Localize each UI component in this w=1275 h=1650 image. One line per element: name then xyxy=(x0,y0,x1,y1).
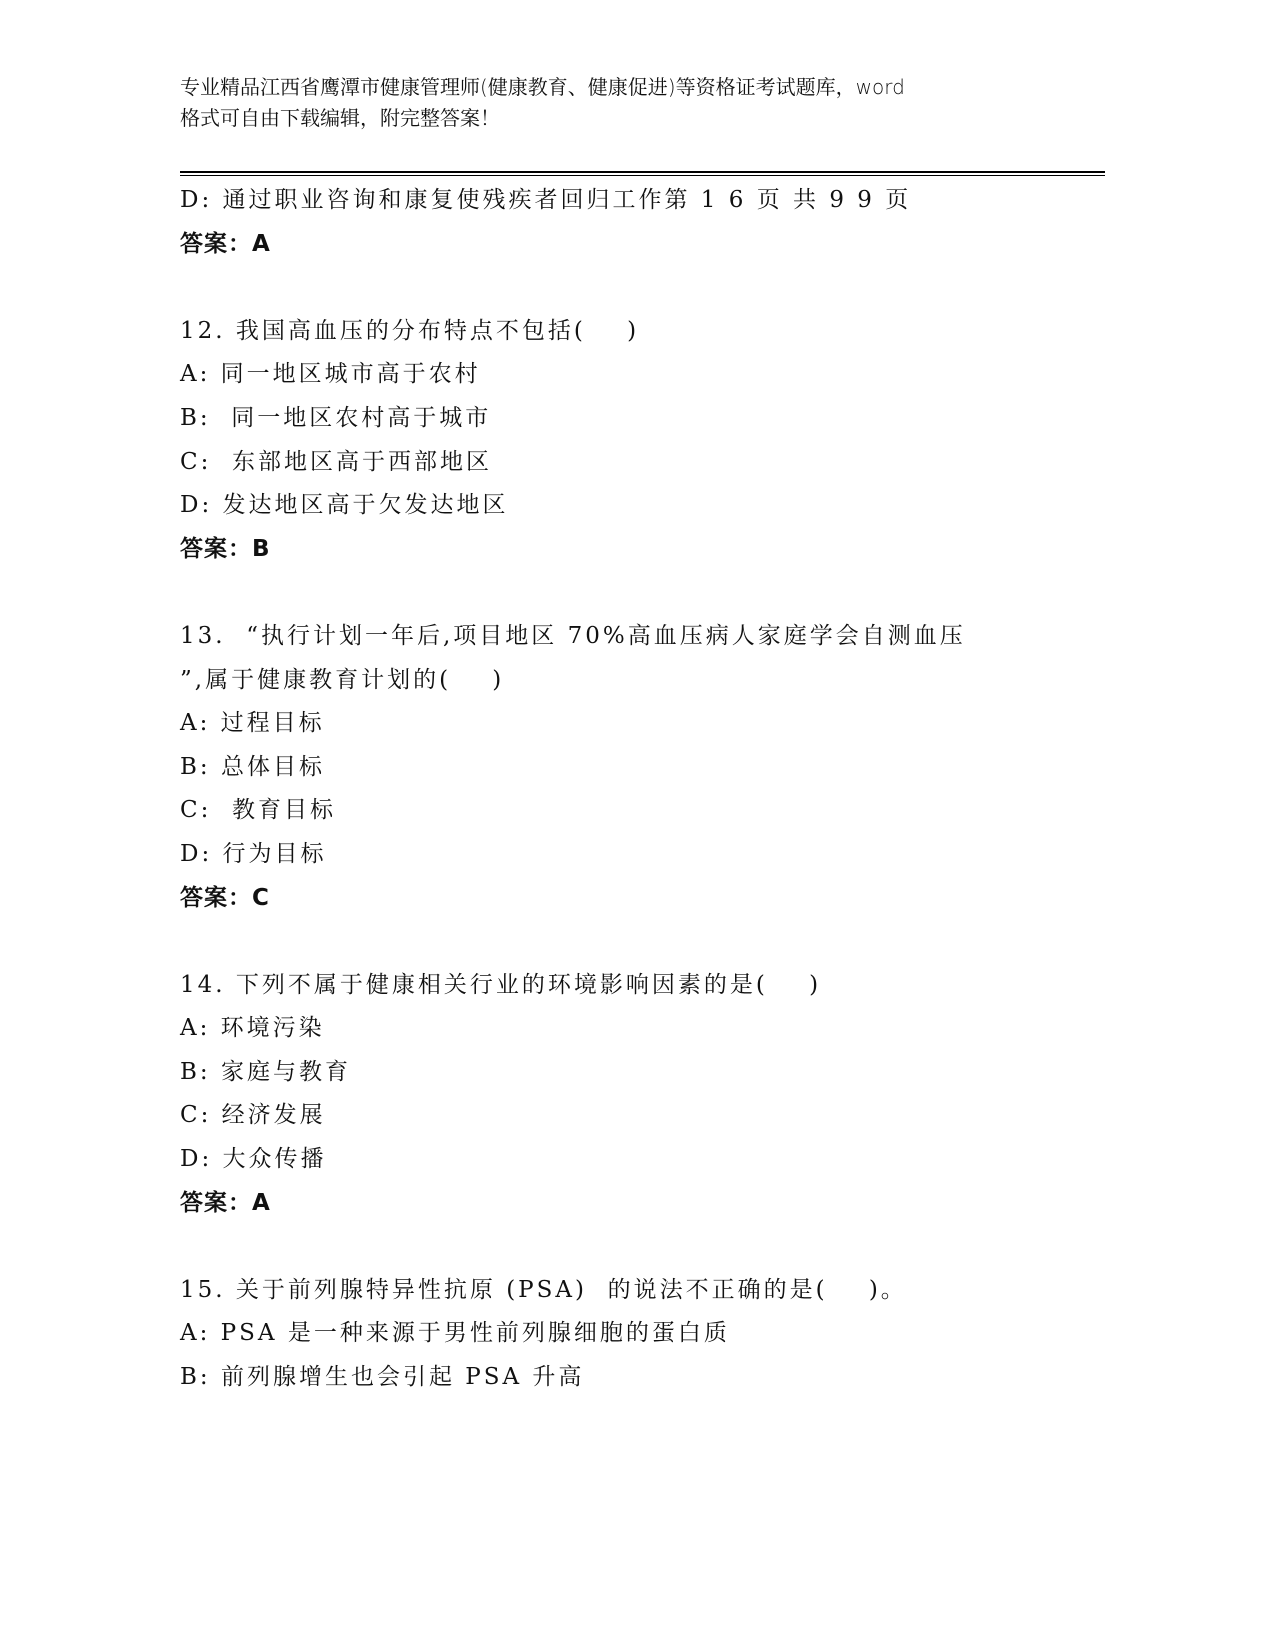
document-body xyxy=(180,179,1105,1400)
question-text: 13. “执行计划一年后,项目地区 70%高血压病人家庭学会自测血压 xyxy=(180,622,966,649)
document-header xyxy=(180,72,1060,134)
option-text: D: 大众传播 xyxy=(180,1146,327,1173)
blank-line xyxy=(180,571,1105,615)
header-line: 专业精品江西省鹰潭市健康管理师(健康教育、健康促进)等资格证考试题库，word xyxy=(180,75,905,99)
question-text: ”,属于健康教育计划的( ) xyxy=(180,666,505,693)
header-divider xyxy=(180,175,1105,176)
option-text: B: 前列腺增生也会引起 PSA 升高 xyxy=(180,1364,585,1391)
option-text: B: 总体目标 xyxy=(180,753,325,780)
option-text: D: 行为目标 xyxy=(180,840,327,867)
blank-line xyxy=(180,266,1105,310)
question-text: 14. 下列不属于健康相关行业的环境影响因素的是( ) xyxy=(180,971,822,998)
option-text: D: 发达地区高于欠发达地区 xyxy=(180,492,509,519)
option-text: A: 过程目标 xyxy=(180,710,325,737)
option-text: A: 环境污染 xyxy=(180,1015,325,1042)
question-text: 12. 我国高血压的分布特点不包括( ) xyxy=(180,317,640,344)
option-text: A: PSA 是一种来源于男性前列腺细胞的蛋白质 xyxy=(180,1320,730,1347)
option-text: B: 同一地区农村高于城市 xyxy=(180,404,492,431)
option-text: C: 教育目标 xyxy=(180,797,336,824)
option-text: D: 通过职业咨询和康复使残疾者回归工作第 1 6 页 共 9 9 页 xyxy=(180,187,912,213)
answer-line: 答案：A xyxy=(180,1189,271,1216)
header-line: 格式可自由下载编辑，附完整答案！ xyxy=(180,106,500,130)
option-text: C: 经济发展 xyxy=(180,1102,326,1129)
answer-line: 答案：A xyxy=(180,230,271,257)
blank-line xyxy=(180,920,1105,964)
answer-line: 答案：B xyxy=(180,535,271,562)
option-text: B: 家庭与教育 xyxy=(180,1058,351,1085)
question-text: 15. 关于前列腺特异性抗原 (PSA) 的说法不正确的是( )。 xyxy=(180,1276,907,1303)
header-divider xyxy=(180,171,1105,173)
option-text: C: 东部地区高于西部地区 xyxy=(180,448,492,475)
answer-line: 答案：C xyxy=(180,884,270,911)
option-text: A: 同一地区城市高于农村 xyxy=(180,361,481,388)
blank-line xyxy=(180,1225,1105,1269)
